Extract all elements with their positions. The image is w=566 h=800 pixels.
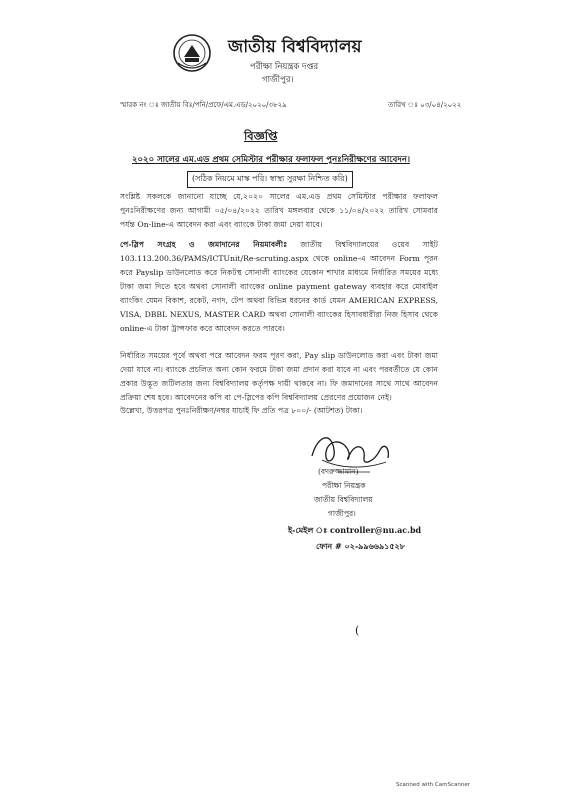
paragraph-deadline-warning: নির্ধারিত সময়ের পূর্বে অথবা পরে আবেদন ফরম পূরণ করা, Pay slip ডাউনলোড করা এবং টাকা জমা দেয়া যাবে না। ব্যাংকে প্রচলিত অন্য কোন ফরমে টাকা জমা প্রদান করা যাবে না এবং পরবর্তীতে যে কোন প্রকার উদ্ভূত জটিলতার জন্য বিশ্ববিদ্যালয় কর্তৃপক্ষ দায়ী থাকবে না। ফি জমাদানের সাথে সাথে আবেদন প্রক্রিয়া শেষ হবে। আবেদনের কপি বা পে-স্লিপের কপি বিশ্ববিদ্যালয় প্রেরণের প্রয়োজন নেই। — [120, 351, 438, 402]
paragraph-fee-note: উল্লেখ্য, উত্তরপত্র পুনঃনিরীক্ষণ/নম্বর যাচাই ফি প্রতি পত্র ৮০০/- (আটশত) টাকা। — [120, 406, 363, 415]
office-city: গাজীপুর। — [262, 75, 294, 85]
payment-rules-text: জাতীয় বিশ্ববিদ্যালয়ের ওয়েব সাইট 103.113.200.36/PAMS/ICTUnit/Re-scruting.aspx থেকে online-এ আবেদন Form পূরন করে Payslip ডাউনলোড করে নিকটস্থ সোনালী ব্যাংকের যেকোন শাখার মাধ্যমে নির্ধারিত সময়ের মধ্যে টাকা জমা দিতে হবে অথবা সোনালী ব্যাংকের online payment gateway ব্যবহার করে মোবাইল ব্যাংকিং যেমন বিকাশ, রকেট, নগদ, টেপ অথবা বিভিন্ন ধরনের কার্ড যেমন AMERICAN EXPRESS, VISA, DBBL NEXUS, MASTER CARD অথবা সোনালী ব্যাংকের হিসাবধারীরা নিজ হিসাব থেকে online-এ টাকা ট্রান্সফার করে আবেদন করতে পারবে। — [120, 240, 438, 333]
paragraph-announcement: সংশ্লিষ্ট সকলকে জানানো যাচ্ছে যে,২০২০ সালের এম.এড প্রথম সেমিস্টার পরীক্ষার ফলাফল পুনঃনিরীক্ষণের জন্য আগামী ০৫/০৪/২০২২ তারিখ মঙ্গলবার থেকে ১১/০৪/২০২২ তারিখ সোমবার পর্যন্ত On-line-এ আবেদন করা এবং ব্যাংকে টাকা জমা দেয়া যাবে। — [120, 192, 438, 229]
stray-mark: ( — [355, 624, 360, 637]
signatory-name: (বদরুজ্জামান) — [318, 467, 359, 476]
notice-title: বিজ্ঞপ্তি — [244, 129, 278, 143]
signatory-email: ই-মেইল ঃ controller@nu.ac.bd — [288, 525, 422, 535]
signatory-phone: ফোন # ০২-৯৯৬৬৯১৫২৮ — [316, 541, 405, 551]
paragraph-payment-rules — [120, 238, 438, 336]
university-seal-icon — [172, 33, 212, 73]
office-name: পরীক্ষা নিয়ন্ত্রক দপ্তর — [250, 62, 319, 72]
payment-rules-heading: পে-স্লিপ সংগ্রহ ও জমাদানের নিয়মাবলীঃ — [120, 240, 288, 249]
memo-number: স্মারক নং ঃ জাতীয় বিঃ/পনি/প্রফে/এম.এড/২০২০/৩৮২৯ — [120, 101, 287, 109]
signatory-university: জাতীয় বিশ্ববিদ্যালয় — [314, 495, 373, 504]
signatory-title: পরীক্ষা নিয়ন্ত্রক — [322, 481, 366, 490]
notice-subject: ২০২০ সালের এম.এড প্রথম সেমিস্টার পরীক্ষার ফলাফল পুনঃনিরীক্ষণের আবেদন। — [132, 155, 410, 165]
university-name: জাতীয় বিশ্ববিদ্যালয় — [228, 37, 362, 57]
scanner-watermark: Scanned with CamScanner — [396, 782, 470, 788]
memo-date: তারিখ ঃ ০৩/০৪/২০২২ — [388, 101, 462, 109]
covid-note: (সঠিক নিয়মে মাস্ক পরি। স্বাস্থ্য সুরক্ষা নিশ্চিত করি) — [187, 171, 353, 188]
signatory-city: গাজীপুর। — [328, 509, 356, 518]
